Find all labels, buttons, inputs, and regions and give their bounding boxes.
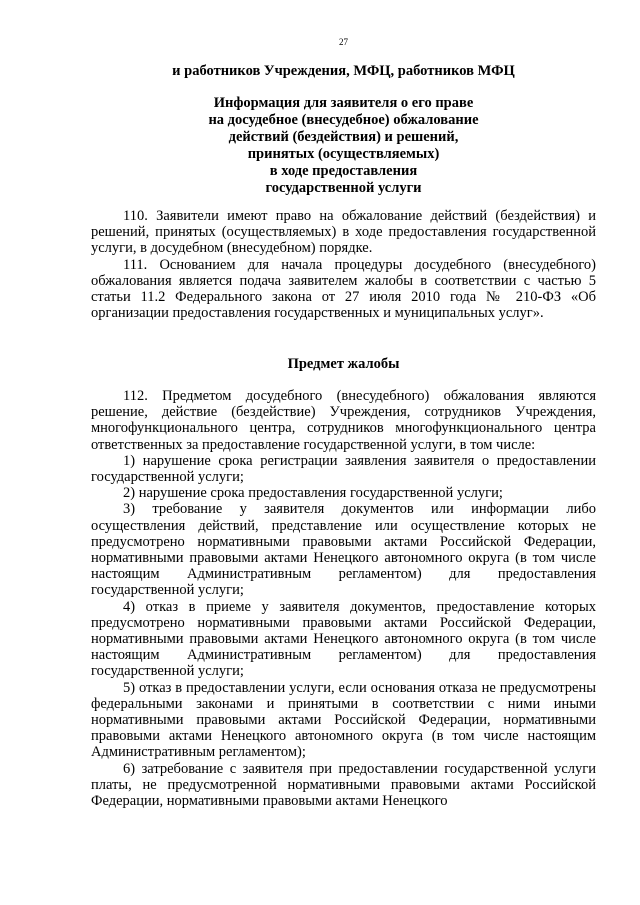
heading-line: принятых (осуществляемых) (247, 146, 440, 162)
appeal-rights-text (91, 208, 596, 321)
paragraph-111: 111. Основанием для начала процедуры досудебного (внесудебного) обжалования является подача заявителем жалобы в соответствии с частью 5 статьи 11.2 Федерального закона от 27 июля 2010 года № 210-ФЗ «Об организации предоставления государственных и муниципальных услуг». (91, 256, 596, 322)
list-item: 2) нарушение срока предоставления государственной услуги; (123, 485, 503, 502)
heading-line: государственной услуги (265, 180, 422, 196)
page-number: 27 (339, 37, 348, 47)
section-heading-complaint-subject: Предмет жалобы (287, 356, 400, 372)
paragraph-110: 110. Заявители имеют право на обжалование действий (бездействия) и решений, принятых (осуществляемых) в ходе предоставления государственной услуги, в досудебном (внесудебном) порядке. (91, 208, 596, 257)
paragraph-112: 112. Предметом досудебного (внесудебного) обжалования являются решение, действие (бездействие) Учреждения, сотрудников Учреждения, многофункционального центра, сотрудников многофункционального центра ответственных за предоставление государственной услуги, в том числе: (91, 388, 596, 453)
list-item: 3) требование у заявителя документов или информации либо осуществления действий, представление или осуществление которых не предусмотрено нормативными правовыми актами Российской Федерации, нормативными правовыми актами Ненецкого автономного округа (в том числе настоящим Административным регламентом) для предоставления государственной услуги; (91, 501, 596, 599)
list-item: 6) затребование с заявителя при предоставлении государственной услуги платы, не предусмотренной нормативными правовыми актами Российской Федерации, нормативными правовыми актами Ненецкого (91, 760, 596, 810)
list-item: 5) отказ в предоставлении услуги, если основания отказа не предусмотрены федеральными законами и принятыми в соответствии с ними иными нормативными правовыми актами Российской Федерации, нормативными правовыми актами Ненецкого автономного округа (в том числе настоящим Административным регламентом); (91, 679, 596, 761)
list-item: 1) нарушение срока регистрации заявления заявителя о предоставлении государственной услуги; (91, 452, 596, 486)
section-heading-appeal-info (91, 95, 596, 197)
heading-line: в ходе предоставления (269, 163, 418, 179)
heading-line: на досудебное (внесудебное) обжалование (208, 112, 479, 128)
complaint-subject-text (91, 388, 596, 809)
heading-line: действий (бездействия) и решений, (228, 129, 459, 145)
section-heading-continuation: и работников Учреждения, МФЦ, работников МФЦ (172, 63, 515, 79)
list-item: 4) отказ в приеме у заявителя документов, предоставление которых предусмотрено нормативными правовыми актами Российской Федерации, нормативными правовыми актами Ненецкого автономного округа (в том числе настоящим Административным регламентом) для предоставления государственной услуги; (91, 598, 596, 680)
heading-line: Информация для заявителя о его праве (213, 95, 474, 111)
